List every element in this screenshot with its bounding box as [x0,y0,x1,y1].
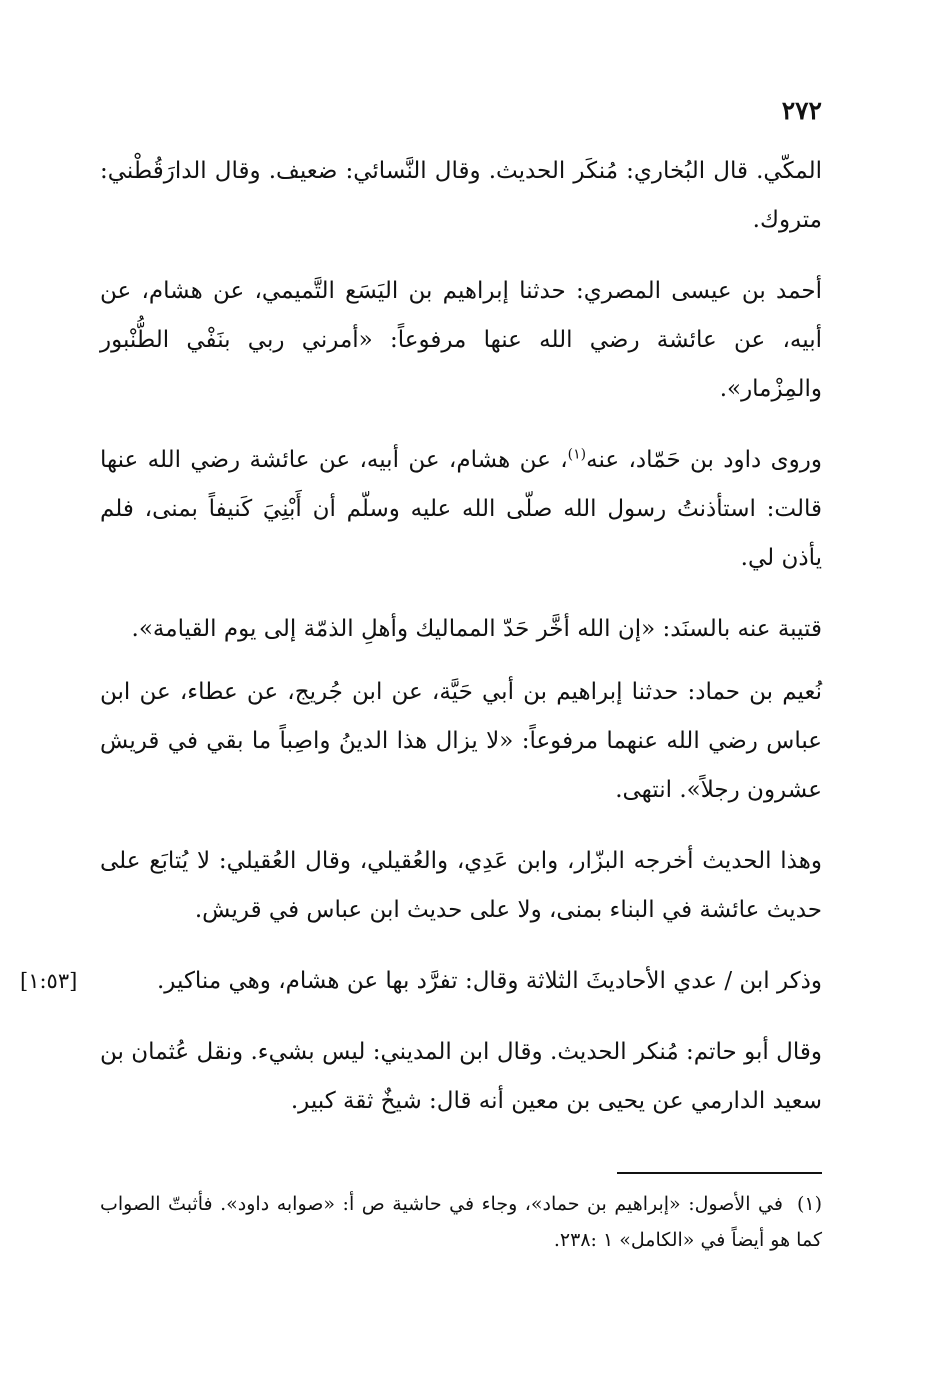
paragraph-takhrij: وهذا الحديث أخرجه البزّار، وابن عَدِي، والعُقيلي، وقال العُقيلي: لا يُتابَع على حديث عائشة في البناء بمنى، ولا على حديث ابن عباس في قريش. [100,848,822,923]
footnote-divider [617,1172,822,1174]
dawud-text-end: ، عن هشام، عن أبيه، عن عائشة رضي الله عنها قالت: استأذنتُ رسول الله صلّى الله عليه وسلّم أن أَبْنِيَ كَنيفاً بمنى، فلم يأذن لي. [100,447,822,571]
footnote [100,1186,822,1258]
paragraph-dawud-hadith [100,436,822,583]
paragraph-nuaym-hadith: نُعيم بن حماد: حدثنا إبراهيم بن أبي حَيَّة، عن ابن جُريج، عن عطاء، عن ابن عباس رضي الله عنهما مرفوعاً: «لا يزال هذا الدينُ واصِباً ما بقي في قريش عشرون رجلاً». انتهى. [100,679,822,803]
main-text [20,147,822,1148]
paragraph-ahmad-hadith: أحمد بن عيسى المصري: حدثنا إبراهيم بن اليَسَع التَّميمي، عن هشام، عن أبيه، عن عائشة رضي الله عنها مرفوعاً: «أمرني ربي بنَفْي الطُّنْبور والمِزْمار». [100,278,822,402]
footnote-number: (١) [796,1193,822,1215]
paragraph-ibn-adi [20,957,822,1006]
ibn-adi-text: وذكر ابن / عدي الأحاديثَ الثلاثة وقال: تفرَّد بها عن هشام، وهي مناكير. [157,968,822,994]
dawud-text-start: وروى داود بن حَمّاد، عنه [586,447,822,473]
footnote-marker: (١) [567,446,587,463]
paragraph-abu-hatim: وقال أبو حاتم: مُنكر الحديث. وقال ابن المديني: ليس بشيء. ونقل عُثمان بن سعيد الدارمي عن يحيى بن معين أنه قال: شيخٌ ثقة كبير. [100,1039,822,1114]
paragraph-narrator-grading: المكّي. قال البُخاري: مُنكَر الحديث. وقال النَّسائي: ضعيف. وقال الدارَقُطْني: متروك. [100,158,822,233]
page-number: ٢٧٢ [781,96,822,125]
footnote-text: في الأصول: «إبراهيم بن حماد»، وجاء في حاشية ص أ: «صوابه داود». فأثبتّ الصواب كما هو أيضاً في «الكامل» ١ :٢٣٨. [100,1193,822,1251]
paragraph-qutayba-hadith: قتيبة عنه بالسنَد: «إن الله أخَّر حَدّ المماليك وأهلِ الذمّة إلى يوم القيامة». [131,616,822,642]
margin-reference: [١:٥٣] [20,969,78,993]
